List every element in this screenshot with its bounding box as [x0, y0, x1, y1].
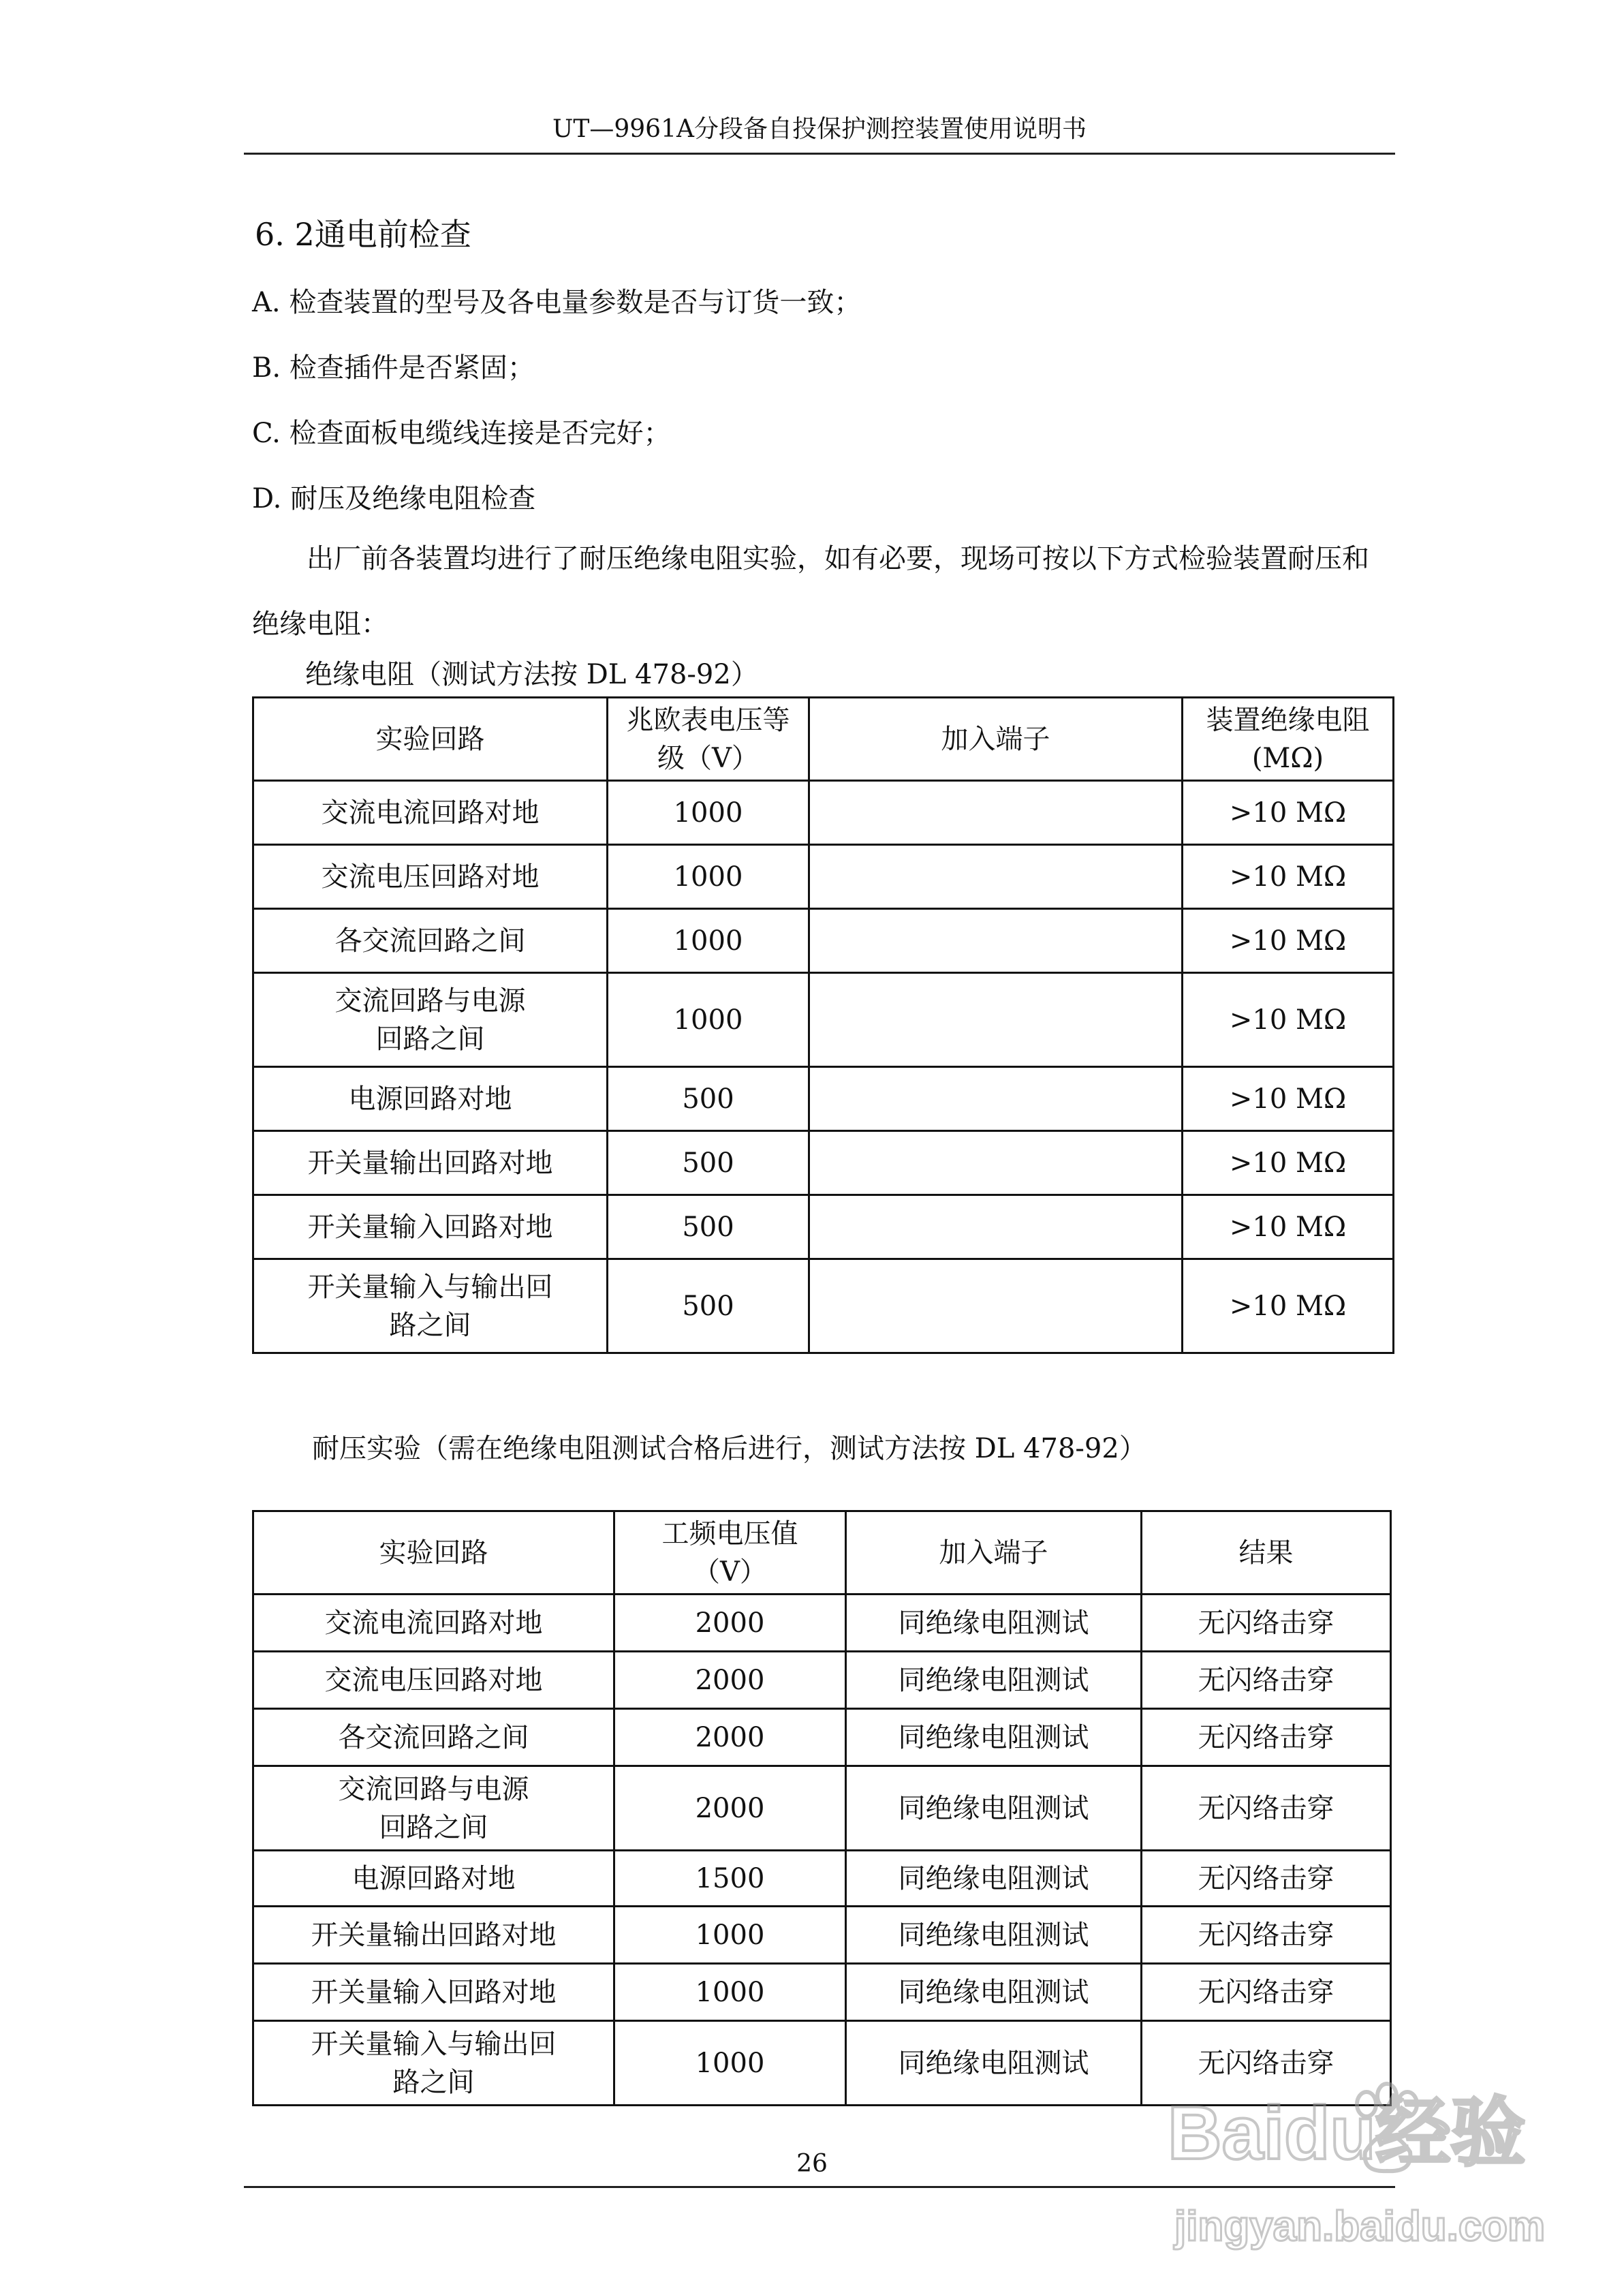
circuit-cell: 交流回路与电源回路之间 [253, 1766, 614, 1851]
circuit-cell: 交流电压回路对地 [253, 845, 608, 909]
page-header-title: UT—9961A分段备自投保护测控装置使用说明书 [552, 115, 1087, 143]
circuit-cell: 电源回路对地 [253, 1067, 608, 1131]
terminal-cell: 同绝缘电阻测试 [846, 1652, 1142, 1709]
header-cell: 实验回路 [253, 1511, 614, 1595]
table-row [253, 1195, 1394, 1259]
circuit-cell: 开关量输入回路对地 [253, 1964, 614, 2021]
circuit-cell: 交流电流回路对地 [253, 1595, 614, 1652]
checklist-item-b: B. 检查插件是否紧固； [252, 352, 535, 384]
baidu-jingyan-watermark [1168, 2057, 1549, 2261]
voltage-cell: 2000 [614, 1766, 846, 1851]
watermark-brand: Baidu经验 [1168, 2091, 1526, 2175]
withstand-voltage-table [252, 1510, 1392, 2106]
checklist-item-c: C. 检查面板电缆线连接是否完好； [252, 418, 671, 449]
voltage-cell: 1000 [614, 1907, 846, 1964]
circuit-cell: 开关量输入与输出回路之间 [253, 1259, 608, 1353]
circuit-cell: 各交流回路之间 [253, 909, 608, 973]
table-row [253, 1907, 1391, 1964]
table-row [253, 1709, 1391, 1766]
resistance-cell: >10 MΩ [1183, 1131, 1394, 1195]
insulation-table-caption: 绝缘电阻（测试方法按 DL 478-92） [305, 659, 758, 690]
terminal-cell: 同绝缘电阻测试 [846, 1595, 1142, 1652]
terminal-cell: 同绝缘电阻测试 [846, 1851, 1142, 1907]
circuit-cell: 交流电压回路对地 [253, 1652, 614, 1709]
terminal-cell [809, 1067, 1183, 1131]
header-cell: 加入端子 [809, 698, 1183, 781]
table-row [253, 1964, 1391, 2021]
terminal-cell: 同绝缘电阻测试 [846, 1964, 1142, 2021]
page-number: 26 [796, 2150, 828, 2178]
voltage-cell: 1000 [614, 2021, 846, 2106]
voltage-cell: 2000 [614, 1652, 846, 1709]
voltage-cell: 1500 [614, 1851, 846, 1907]
terminal-cell [809, 781, 1183, 845]
header-cell: 兆欧表电压等级（V） [608, 698, 809, 781]
header-cell: 实验回路 [253, 698, 608, 781]
result-cell: 无闪络击穿 [1142, 1907, 1391, 1964]
voltage-cell: 1000 [608, 845, 809, 909]
result-cell: 无闪络击穿 [1142, 2021, 1391, 2106]
header-cell: 加入端子 [846, 1511, 1142, 1595]
table-row [253, 1595, 1391, 1652]
terminal-cell [809, 1195, 1183, 1259]
voltage-cell: 1000 [608, 781, 809, 845]
table-header-row [253, 1511, 1391, 1595]
checklist-item-d: D. 耐压及绝缘电阻检查 [252, 483, 536, 514]
header-cell: 工频电压值（V） [614, 1511, 846, 1595]
resistance-cell: >10 MΩ [1183, 909, 1394, 973]
table-row [253, 1766, 1391, 1851]
circuit-cell: 电源回路对地 [253, 1851, 614, 1907]
table-row [253, 781, 1394, 845]
table-row [253, 1259, 1394, 1353]
voltage-cell: 1000 [608, 909, 809, 973]
circuit-cell: 开关量输入回路对地 [253, 1195, 608, 1259]
terminal-cell: 同绝缘电阻测试 [846, 1907, 1142, 1964]
checklist-item-a: A. 检查装置的型号及各电量参数是否与订货一致； [252, 287, 862, 318]
resistance-cell: >10 MΩ [1183, 1259, 1394, 1353]
header-divider [244, 153, 1395, 155]
result-cell: 无闪络击穿 [1142, 1652, 1391, 1709]
voltage-cell: 2000 [614, 1595, 846, 1652]
terminal-cell [809, 1259, 1183, 1353]
section-heading: 6. 2通电前检查 [255, 216, 471, 253]
table-row [253, 1131, 1394, 1195]
voltage-cell: 2000 [614, 1709, 846, 1766]
header-cell: 结果 [1142, 1511, 1391, 1595]
voltage-cell: 500 [608, 1131, 809, 1195]
terminal-cell [809, 973, 1183, 1067]
terminal-cell: 同绝缘电阻测试 [846, 1766, 1142, 1851]
voltage-cell: 500 [608, 1195, 809, 1259]
header-cell: 装置绝缘电阻(MΩ) [1183, 698, 1394, 781]
circuit-cell: 开关量输出回路对地 [253, 1131, 608, 1195]
watermark-url: jingyan.baidu.com [1174, 2203, 1546, 2250]
terminal-cell [809, 909, 1183, 973]
result-cell: 无闪络击穿 [1142, 1964, 1391, 2021]
result-cell: 无闪络击穿 [1142, 1709, 1391, 1766]
resistance-cell: >10 MΩ [1183, 973, 1394, 1067]
circuit-cell: 开关量输入与输出回路之间 [253, 2021, 614, 2106]
circuit-cell: 交流回路与电源回路之间 [253, 973, 608, 1067]
resistance-cell: >10 MΩ [1183, 1067, 1394, 1131]
resistance-cell: >10 MΩ [1183, 1195, 1394, 1259]
table-row [253, 909, 1394, 973]
voltage-cell: 500 [608, 1067, 809, 1131]
voltage-cell: 500 [608, 1259, 809, 1353]
insulation-resistance-table [252, 696, 1394, 1354]
result-cell: 无闪络击穿 [1142, 1851, 1391, 1907]
withstand-table-caption: 耐压实验（需在绝缘电阻测试合格后进行，测试方法按 DL 478-92） [312, 1433, 1146, 1464]
table-row [253, 973, 1394, 1067]
voltage-cell: 1000 [608, 973, 809, 1067]
result-cell: 无闪络击穿 [1142, 1766, 1391, 1851]
resistance-cell: >10 MΩ [1183, 845, 1394, 909]
terminal-cell: 同绝缘电阻测试 [846, 2021, 1142, 2106]
terminal-cell: 同绝缘电阻测试 [846, 1709, 1142, 1766]
terminal-cell [809, 1131, 1183, 1195]
circuit-cell: 交流电流回路对地 [253, 781, 608, 845]
table-row [253, 845, 1394, 909]
circuit-cell: 各交流回路之间 [253, 1709, 614, 1766]
table-header-row [253, 698, 1394, 781]
table-row [253, 1851, 1391, 1907]
voltage-cell: 1000 [614, 1964, 846, 2021]
table-row [253, 1067, 1394, 1131]
result-cell: 无闪络击穿 [1142, 1595, 1391, 1652]
resistance-cell: >10 MΩ [1183, 781, 1394, 845]
intro-paragraph: 出厂前各装置均进行了耐压绝缘电阻实验，如有必要，现场可按以下方式检验装置耐压和绝缘电阻： [252, 543, 1369, 640]
terminal-cell [809, 845, 1183, 909]
table-row [253, 1652, 1391, 1709]
circuit-cell: 开关量输出回路对地 [253, 1907, 614, 1964]
